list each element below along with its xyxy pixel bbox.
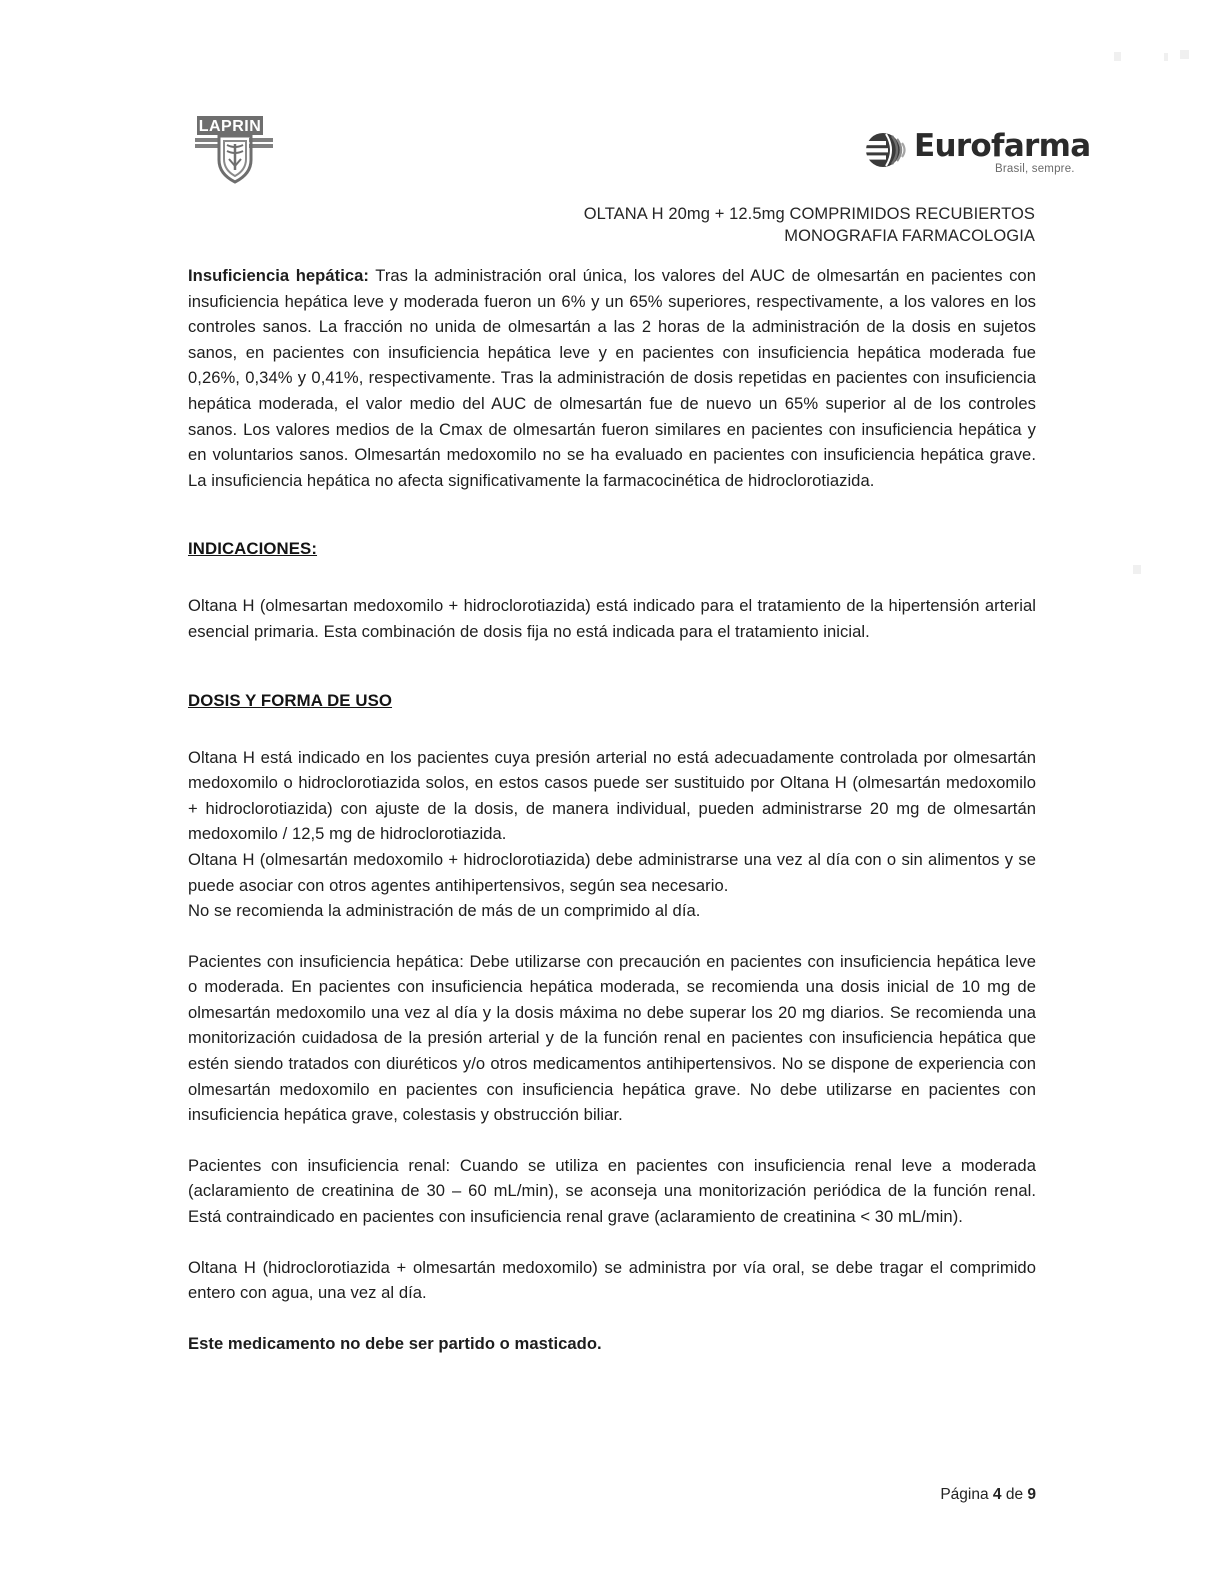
document-body (188, 263, 1036, 1356)
section-heading-dosis: DOSIS Y FORMA DE USO (188, 690, 393, 710)
document-title-line-1: OLTANA H 20mg + 12.5mg COMPRIMIDOS RECUBIERTOS (583, 205, 1035, 223)
footer-separator: de (1001, 1486, 1028, 1503)
paragraph-lead-in: Insuficiencia hepática: (188, 266, 370, 285)
page-header (0, 0, 1224, 250)
document-title-block (200, 203, 1035, 247)
paragraph-indicaciones: Oltana H (olmesartan medoxomilo + hidroclorotiazida) está indicado para el tratamiento de la hipertensión arterial esencial primaria. Esta combinación de dosis fija no está indicada para el tratamiento inicial. (188, 596, 1036, 641)
paragraph-text: Tras la administración oral única, los valores del AUC de olmesartán en pacientes con insuficiencia hepática leve y moderada fueron un 6% y un 65% superiores, respectivamente, a los valores en los controles sanos. La fracción no unida de olmesartán a las 2 horas de la administración de la dosis en sujetos sanos, en pacientes con insuficiencia hepática leve y en pacientes con insuficiencia hepática moderada fue 0,26%, 0,34% y 0,41%, respectivamente. Tras la administración de dosis repetidas en pacientes con insuficiencia hepática moderada, el valor medio del AUC de olmesartán fue de nuevo un 65% superior al de los controles sanos. Los valores medios de la Cmax de olmesartán fueron similares en pacientes con insuficiencia hepática y en voluntarios sanos. Olmesartán medoxomilo no se ha evaluado en pacientes con insuficiencia hepática grave. La insuficiencia hepática no afecta significativamente la farmacocinética de hidroclorotiazida. (188, 266, 1036, 490)
eurofarma-tagline: Brasil, sempre. (995, 163, 1075, 175)
paragraph-hepatic-insufficiency (188, 263, 1036, 493)
footer-total-pages: 9 (1027, 1486, 1036, 1503)
paragraph-warning: Este medicamento no debe ser partido o masticado. (188, 1333, 602, 1353)
paragraph-dosis-3: No se recomienda la administración de más de un comprimido al día. (188, 901, 701, 921)
laprin-logo (193, 114, 277, 186)
globe-icon (862, 130, 908, 170)
scan-artifact (1133, 565, 1141, 574)
paragraph-dosis-2: Oltana H (olmesartán medoxomilo + hidroclorotiazida) debe administrarse una vez al día con o sin alimentos y se puede asociar con otros agentes antihipertensivos, según sea necesario. (188, 849, 1036, 895)
eurofarma-wordmark: Eurofarma (914, 128, 1091, 164)
paragraph-administration: Oltana H (hidroclorotiazida + olmesartán medoxomilo) se administra por vía oral, se debe tragar el comprimido entero con agua, una vez al día. (188, 1257, 1036, 1303)
svg-text:LAPRIN: LAPRIN (198, 118, 262, 135)
paragraph-dosis-1: Oltana H está indicado en los pacientes cuya presión arterial no está adecuadamente controlada por olmesartán medoxomilo o hidroclorotiazida solos, en estos casos puede ser sustituido por Oltana H (olmesartán medoxomilo + hidroclorotiazida) con ajuste de la dosis, de manera individual, pueden administrarse 20 mg de olmesartán medoxomilo / 12,5 mg de hidroclorotiazida. (188, 747, 1036, 844)
footer-prefix: Página (940, 1486, 993, 1503)
footer-current-page: 4 (992, 1486, 1002, 1503)
page-footer (0, 1486, 1036, 1504)
section-heading-indicaciones: INDICACIONES: (188, 539, 318, 559)
paragraph-renal-patients: Pacientes con insuficiencia renal: Cuando se utiliza en pacientes con insuficiencia renal leve a moderada (aclaramiento de creatinina de 30 – 60 mL/min), se aconseja una monitorización periódica de la función renal. Está contraindicado en pacientes con insuficiencia renal grave (aclaramiento de creatinina < 30 mL/min). (188, 1155, 1036, 1227)
document-title-line-2: MONOGRAFIA FARMACOLOGIA (784, 227, 1035, 245)
eurofarma-logo (862, 128, 1091, 182)
paragraph-hepatic-patients: Pacientes con insuficiencia hepática: Debe utilizarse con precaución en pacientes con insuficiencia hepática leve o moderada. En pacientes con insuficiencia hepática moderada, se recomienda una dosis inicial de 10 mg de olmesartán medoxomilo una vez al día y la dosis máxima no debe superar los 20 mg diarios. Se recomienda una monitorización cuidadosa de la presión arterial y de la función renal en pacientes con insuficiencia hepática que estén siendo tratados con diuréticos y/o otros medicamentos antihipertensivos. No se dispone de experiencia con olmesartán medoxomilo en pacientes con insuficiencia hepática grave. No debe utilizarse en pacientes con insuficiencia hepática grave, colestasis y obstrucción biliar. (188, 951, 1036, 1125)
